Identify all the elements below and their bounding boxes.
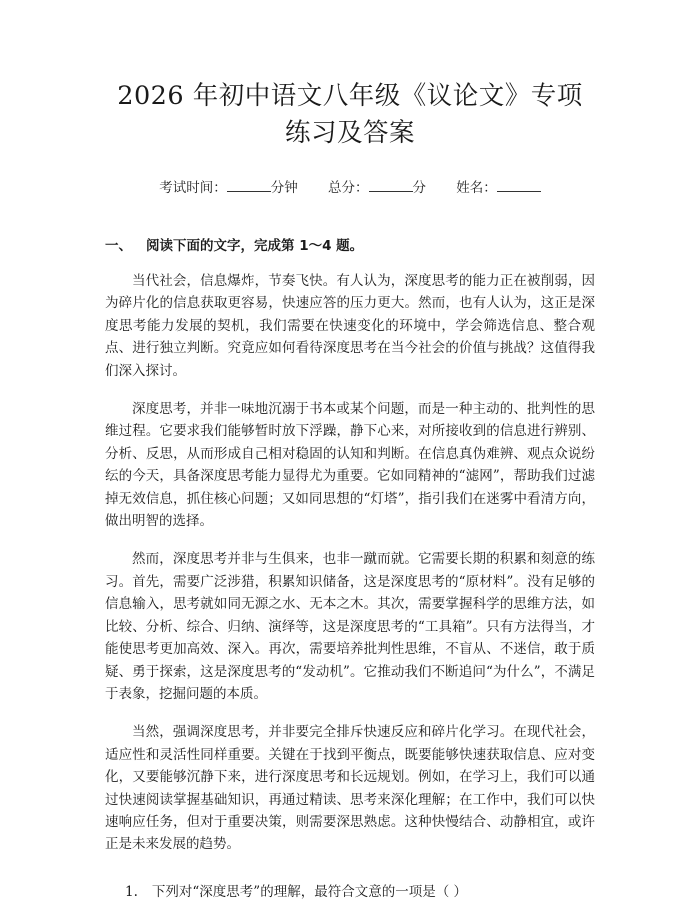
name-label: 姓名： (456, 180, 497, 196)
score-label: 总分： (328, 180, 369, 196)
time-label: 考试时间： (159, 180, 227, 196)
question-1 (105, 880, 595, 900)
score-unit: 分 (412, 180, 426, 196)
time-blank[interactable] (227, 179, 271, 192)
exam-name (456, 180, 541, 196)
exam-meta (105, 176, 595, 196)
reading-paragraph-2: 深度思考，并非一味地沉溺于书本或某个问题，而是一种主动的、批判性的思维过程。它要求我们能够暂时放下浮躁，静下心来，对所接收到的信息进行辨别、分析、反思，从而形成自己相对稳固的认知和判断。在信息真伪难辨、观点众说纷纭的今天，具备深度思考能力显得尤为重要。它如同精神的“滤网”，帮助我们过滤掉无效信息，抓住核心问题；又如同思想的“灯塔”，指引我们在迷雾中看清方向，做出明智的选择。 (105, 401, 595, 530)
section-heading (105, 234, 595, 254)
section-number: 一、 (105, 238, 132, 254)
question-text: 下列对“深度思考”的理解，最符合文意的一项是（ ） (151, 883, 467, 900)
reading-paragraph-1: 当代社会，信息爆炸，节奏飞快。有人认为，深度思考的能力正在被削弱，因为碎片化的信息获取更容易，快速应答的压力更大。然而，也有人认为，这正是深度思考能力发展的契机，我们需要在快速变化的环境中，学会筛选信息、整合观点、进行独立判断。究竟应如何看待深度思考在当今社会的价值与挑战？这值得我们深入探讨。 (105, 273, 595, 379)
score-blank[interactable] (369, 179, 413, 192)
reading-paragraph-4: 当然，强调深度思考，并非要完全排斥快速反应和碎片化学习。在现代社会，适应性和灵活性同样重要。关键在于找到平衡点，既要能够快速获取信息、应对变化，又要能够沉静下来，进行深度思考和长远规划。例如，在学习上，我们可以通过快速阅读掌握基础知识，再通过精读、思考来深化理解；在工作中，我们可以快速响应任务，但对于重要决策，则需要深思熟虑。这种快慢结合、动静相宜，或许正是未来发展的趋势。 (105, 724, 595, 853)
time-unit: 分钟 (270, 180, 298, 196)
exam-time (159, 180, 302, 196)
question-number: 1. (125, 883, 138, 900)
exam-score (328, 180, 430, 196)
page-title: 2026 年初中语文八年级《议论文》专项练习及答案 (117, 81, 583, 148)
reading-paragraph-3: 然而，深度思考并非与生俱来，也非一蹴而就。它需要长期的积累和刻意的练习。首先，需要广泛涉猎，积累知识储备，这是深度思考的“原材料”。没有足够的信息输入，思考就如同无源之水、无本之木。其次，需要掌握科学的思维方法，如比较、分析、综合、归纳、演绎等，这是深度思考的“工具箱”。只有方法得当，才能使思考更加高效、深入。再次，需要培养批判性思维，不盲从、不迷信，敢于质疑、勇于探索，这是深度思考的“发动机”。它推动我们不断追问“为什么”，不满足于表象，挖掘问题的本质。 (105, 551, 595, 702)
name-blank[interactable] (497, 179, 541, 192)
section-instruction: 阅读下面的文字，完成第 1～4 题。 (146, 238, 364, 254)
